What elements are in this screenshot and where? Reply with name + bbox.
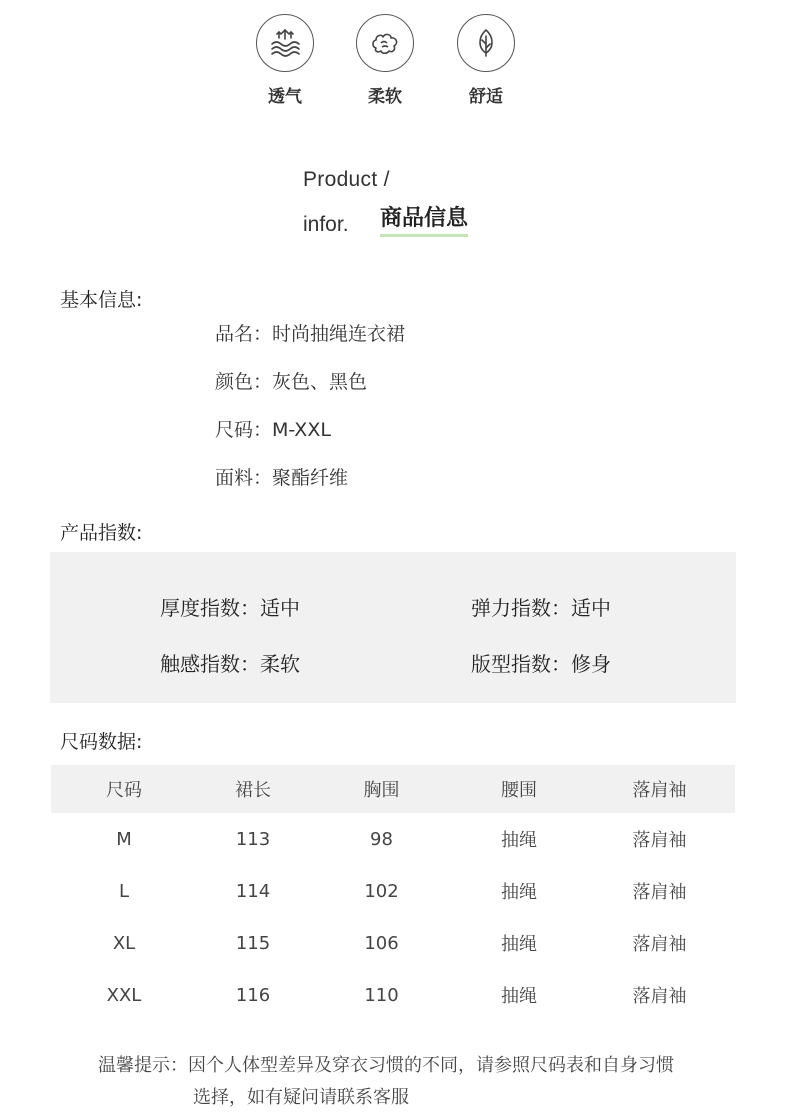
index-thickness: 厚度指数：适中 — [160, 596, 300, 620]
tip-note — [98, 1050, 758, 1114]
table-cell: 98 — [370, 828, 393, 850]
feature-label: 柔软 — [368, 87, 402, 107]
size-data-title: 尺码数据: — [60, 731, 143, 753]
section-heading — [303, 168, 469, 236]
basic-info-row: 品名：时尚抽绳连衣裙 — [215, 323, 406, 345]
table-cell: 115 — [235, 932, 271, 954]
header-cell: 腰围 — [501, 780, 537, 801]
header-cell: 落肩袖 — [632, 780, 687, 801]
basic-info-row: 颜色：灰色、黑色 — [215, 371, 368, 393]
airflow-icon — [256, 14, 314, 72]
index-elasticity: 弹力指数：适中 — [471, 596, 611, 620]
cotton-icon — [356, 14, 414, 72]
table-cell: 106 — [364, 932, 399, 954]
table-row — [51, 917, 735, 969]
table-cell: XL — [112, 932, 136, 954]
table-cell: 110 — [364, 984, 399, 1006]
size-table-header — [51, 765, 735, 813]
heading-en-line2: infor. — [303, 213, 349, 236]
table-row — [51, 865, 735, 917]
feature-icons — [0, 14, 790, 109]
table-cell: 114 — [235, 880, 271, 902]
index-touch: 触感指数：柔软 — [160, 652, 300, 676]
table-cell: 落肩袖 — [632, 986, 687, 1007]
table-cell: 116 — [235, 984, 271, 1006]
table-cell: 抽绳 — [501, 934, 537, 955]
feature-soft — [345, 14, 425, 107]
table-cell: 落肩袖 — [632, 934, 687, 955]
heading-en-line1: Product / — [303, 168, 390, 191]
header-cell: 裙长 — [235, 780, 271, 801]
table-cell: 113 — [235, 828, 271, 850]
basic-info-row: 面料：聚酯纤维 — [215, 467, 349, 489]
feature-comfort — [446, 14, 526, 107]
table-cell: 抽绳 — [501, 882, 537, 903]
header-cell: 尺码 — [106, 780, 142, 801]
basic-info-list — [215, 320, 405, 512]
table-row — [51, 969, 735, 1021]
feature-breathable — [245, 14, 325, 107]
table-cell: L — [118, 880, 130, 902]
tip-line-1: 温馨提示：因个人体型差异及穿衣习惯的不同，请参照尺码表和自身习惯 — [98, 1055, 674, 1076]
tip-line-2: 选择，如有疑问请联系客服 — [193, 1087, 409, 1108]
leaf-icon — [457, 14, 515, 72]
basic-info-title: 基本信息: — [60, 289, 143, 311]
table-cell: 落肩袖 — [632, 882, 687, 903]
index-fit: 版型指数：修身 — [471, 652, 611, 676]
table-cell: M — [116, 828, 132, 850]
feature-label: 透气 — [268, 87, 302, 107]
table-row — [51, 813, 735, 865]
product-index-title: 产品指数: — [60, 522, 143, 544]
table-cell: 抽绳 — [501, 986, 537, 1007]
product-index-box — [50, 552, 736, 703]
heading-cn: 商品信息 — [380, 205, 468, 237]
table-cell: XXL — [106, 984, 142, 1006]
basic-info-row: 尺码：M-XXL — [215, 419, 331, 441]
table-cell: 抽绳 — [501, 830, 537, 851]
table-cell: 102 — [364, 880, 399, 902]
table-cell: 落肩袖 — [632, 830, 687, 851]
header-cell: 胸围 — [363, 780, 400, 801]
size-table — [51, 765, 735, 1021]
feature-label: 舒适 — [469, 87, 503, 107]
